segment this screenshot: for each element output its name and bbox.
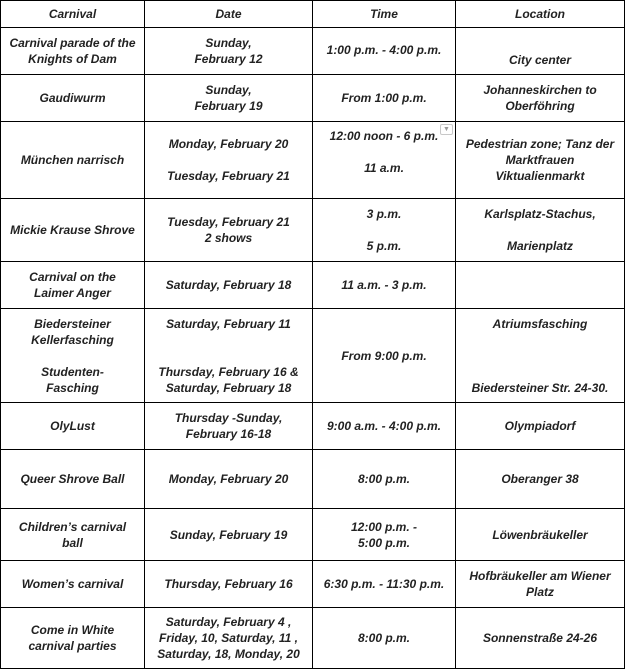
table-row [1, 262, 625, 309]
table-row [1, 509, 625, 561]
cell-date: Saturday, February 4 , Friday, 10, Saturday, 11 , Saturday, 18, Monday, 20 [145, 608, 313, 669]
cell-date: Thursday, February 16 [145, 561, 313, 608]
cell-time: 9:00 a.m. - 4:00 p.m. [313, 403, 456, 450]
cell-date: Saturday, February 18 [145, 262, 313, 309]
cell-date: Sunday, February 19 [145, 509, 313, 561]
cell-location: Pedestrian zone; Tanz der Marktfrauen Viktualienmarkt [456, 122, 625, 199]
cell-time: 12:00 p.m. - 5:00 p.m. [313, 509, 456, 561]
cell-location: City center [456, 28, 625, 75]
cell-time: 3 p.m. 5 p.m. [313, 199, 456, 262]
cell-location: Sonnenstraße 24-26 [456, 608, 625, 669]
cell-carnival: Come in White carnival parties [1, 608, 145, 669]
cell-location: Löwenbräukeller [456, 509, 625, 561]
cell-date: Sunday, February 12 [145, 28, 313, 75]
chevron-down-icon[interactable]: ▼ [440, 124, 453, 135]
cell-time: 1:00 p.m. - 4:00 p.m. [313, 28, 456, 75]
table-row [1, 75, 625, 122]
cell-carnival: Gaudiwurm [1, 75, 145, 122]
cell-location [456, 262, 625, 309]
header-time: Time [313, 1, 456, 28]
cell-carnival: Children’s carnival ball [1, 509, 145, 561]
cell-carnival: Mickie Krause Shrove [1, 199, 145, 262]
cell-date: Tuesday, February 21 2 shows [145, 199, 313, 262]
cell-carnival: Biedersteiner Kellerfasching Studenten- Fasching [1, 309, 145, 403]
cell-time: From 9:00 p.m. [313, 309, 456, 403]
cell-time: 8:00 p.m. [313, 608, 456, 669]
table-row [1, 450, 625, 509]
cell-carnival: München narrisch [1, 122, 145, 199]
cell-date: Thursday -Sunday, February 16-18 [145, 403, 313, 450]
table-row [1, 122, 625, 199]
header-row [1, 1, 625, 28]
header-date: Date [145, 1, 313, 28]
cell-carnival: Women’s carnival [1, 561, 145, 608]
cell-time: 6:30 p.m. - 11:30 p.m. [313, 561, 456, 608]
cell-date: Monday, February 20 Tuesday, February 21 [145, 122, 313, 199]
cell-carnival: Carnival parade of the Knights of Dam [1, 28, 145, 75]
table-row [1, 608, 625, 669]
table-row [1, 561, 625, 608]
cell-carnival: OlyLust [1, 403, 145, 450]
cell-time: 11 a.m. - 3 p.m. [313, 262, 456, 309]
cell-time: 8:00 p.m. [313, 450, 456, 509]
cell-carnival: Queer Shrove Ball [1, 450, 145, 509]
table-row [1, 309, 625, 403]
table-row [1, 199, 625, 262]
cell-location: Karlsplatz-Stachus, Marienplatz [456, 199, 625, 262]
header-location: Location [456, 1, 625, 28]
cell-carnival: Carnival on the Laimer Anger [1, 262, 145, 309]
table-row [1, 28, 625, 75]
cell-location: Hofbräukeller am Wiener Platz [456, 561, 625, 608]
cell-time: ▼ 12:00 noon - 6 p.m. 11 a.m. [313, 122, 456, 199]
cell-date: Sunday, February 19 [145, 75, 313, 122]
cell-time: From 1:00 p.m. [313, 75, 456, 122]
cell-location: Johanneskirchen to Oberföhring [456, 75, 625, 122]
header-carnival: Carnival [1, 1, 145, 28]
cell-location: Oberanger 38 [456, 450, 625, 509]
cell-date: Saturday, February 11 Thursday, February 16 & Saturday, February 18 [145, 309, 313, 403]
cell-date: Monday, February 20 [145, 450, 313, 509]
cell-location: Olympiadorf [456, 403, 625, 450]
table-row [1, 403, 625, 450]
cell-location: Atriumsfasching Biedersteiner Str. 24-30. [456, 309, 625, 403]
